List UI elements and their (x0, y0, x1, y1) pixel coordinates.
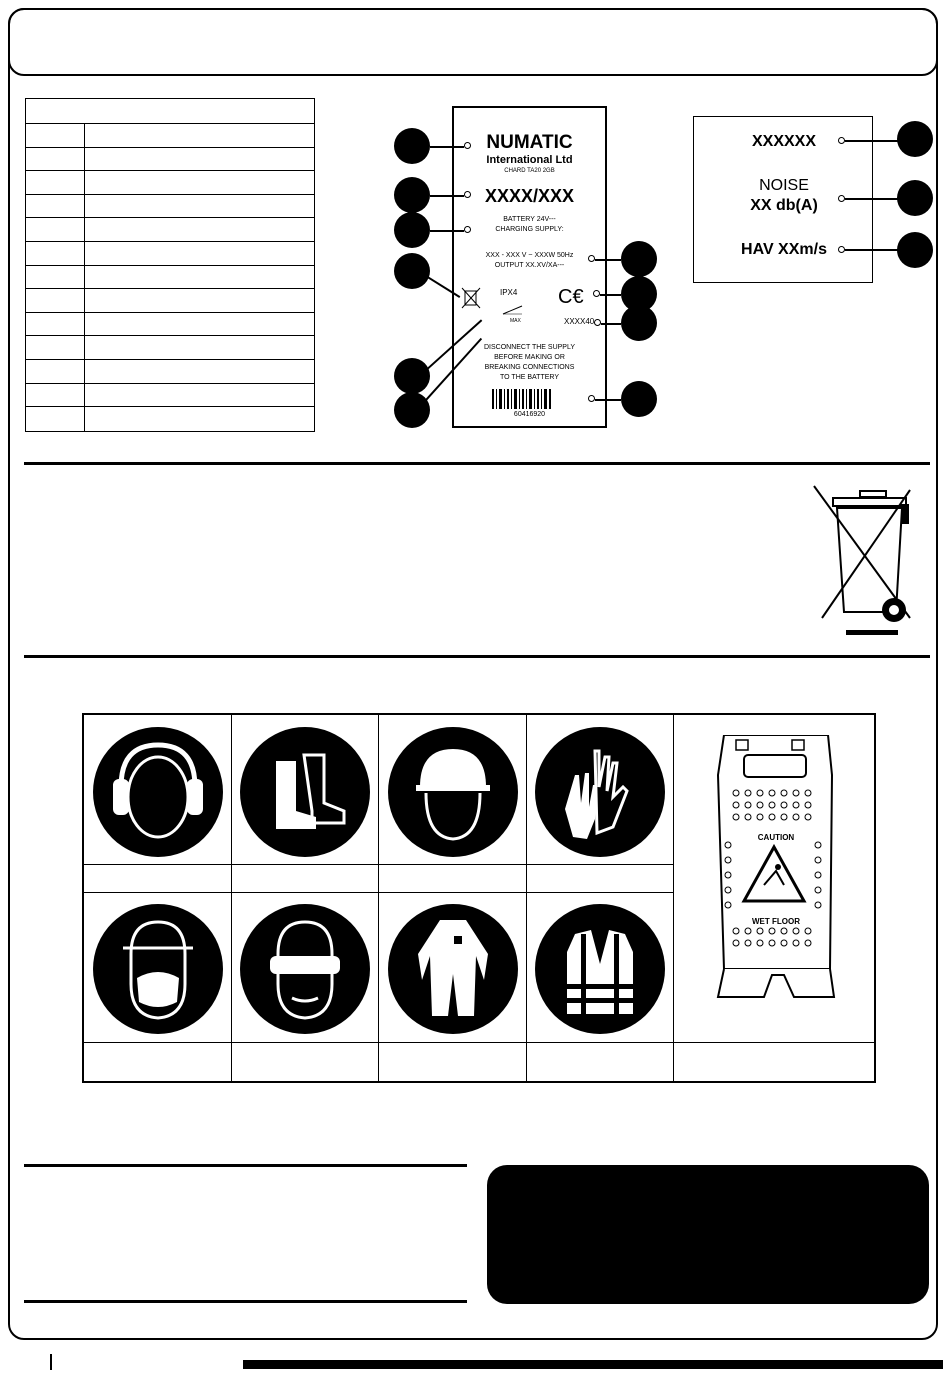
callout-marker (897, 232, 933, 268)
plate-barcode-number: 60416920 (513, 411, 546, 418)
crossed-wheelie-bin-icon (808, 484, 918, 640)
plate-warning-2: BEFORE MAKING OR (494, 354, 565, 361)
callout-marker (394, 253, 430, 289)
table-row (26, 195, 314, 219)
callout-marker (621, 241, 657, 277)
plate-company: International Ltd (486, 154, 573, 166)
hard-hat-icon (388, 727, 518, 857)
callout-marker (621, 381, 657, 417)
section-divider (24, 462, 930, 465)
callout-line (845, 249, 898, 251)
ppe-label-cell (232, 1043, 379, 1081)
plate-model: XXXX/XXX (484, 186, 575, 206)
plate-warning-3: BREAKING CONNECTIONS (484, 364, 575, 371)
page-header (8, 8, 938, 76)
callout-marker (394, 212, 430, 248)
sign-wet-floor-text: WET FLOOR (752, 917, 800, 926)
callout-point (464, 142, 471, 149)
ppe-label-cell (84, 1043, 232, 1081)
table-row (26, 384, 314, 408)
callout-marker (394, 358, 430, 394)
ppe-label-cell (674, 1043, 874, 1081)
callout-line (430, 146, 464, 148)
spec-noise-label: NOISE (759, 177, 809, 194)
hi-vis-vest-icon (535, 904, 665, 1034)
table-row (26, 336, 314, 360)
callout-point (838, 137, 845, 144)
rating-plate (452, 106, 607, 428)
callout-marker (394, 128, 430, 164)
plate-postcode: CHARD TA20 2GB (504, 168, 555, 174)
plate-ip-rating: IPX4 (500, 288, 518, 297)
section-divider (24, 1300, 467, 1303)
warning-panel (487, 1165, 929, 1304)
gloves-icon (535, 727, 665, 857)
table-row (26, 289, 314, 313)
ppe-label-cell (527, 865, 674, 893)
slope-icon (502, 304, 524, 316)
callout-marker (394, 392, 430, 428)
plate-warning-1: DISCONNECT THE SUPPLY (483, 344, 576, 351)
callout-point (588, 255, 595, 262)
table-header (26, 99, 314, 124)
plate-input: XXX - XXX V ~ XXXW 50Hz (485, 252, 574, 259)
spec-code: XXXXXX (751, 133, 817, 150)
footer-tick (50, 1354, 52, 1370)
safety-boots-icon (240, 727, 370, 857)
callout-point (838, 195, 845, 202)
callout-point (588, 395, 595, 402)
table-row (26, 171, 314, 195)
callout-marker (394, 177, 430, 213)
safety-glasses-icon (240, 904, 370, 1034)
table-row (26, 313, 314, 337)
ppe-label-cell (527, 1043, 674, 1081)
table-row (26, 124, 314, 148)
ce-mark-icon: C€ (558, 286, 584, 308)
callout-point (594, 319, 601, 326)
table-row (26, 242, 314, 266)
spec-hav: HAV XXm/s (741, 241, 827, 258)
callout-point (464, 226, 471, 233)
table-row (26, 266, 314, 290)
plate-warning-4: TO THE BATTERY (500, 374, 559, 381)
section-divider (24, 655, 930, 658)
plate-brand: NUMATIC (486, 132, 573, 153)
ppe-label-cell (84, 865, 232, 893)
callout-line (601, 323, 621, 325)
callout-line (595, 259, 621, 261)
callout-line (430, 230, 464, 232)
callout-marker (621, 305, 657, 341)
table-row (26, 360, 314, 384)
callout-line (600, 294, 621, 296)
ppe-requirements-grid (82, 713, 876, 1083)
plate-battery: BATTERY 24V--- (503, 216, 556, 223)
dust-mask-icon (93, 904, 223, 1034)
callout-point (593, 290, 600, 297)
callout-point (838, 246, 845, 253)
callout-line (845, 198, 898, 200)
barcode-icon (492, 389, 552, 409)
spec-noise-value: XX db(A) (750, 197, 818, 214)
callout-line (430, 195, 464, 197)
ppe-label-cell (232, 865, 379, 893)
callout-line (595, 399, 621, 401)
ppe-label-cell (379, 865, 527, 893)
callout-line (845, 140, 898, 142)
callout-marker (897, 121, 933, 157)
callout-point (464, 191, 471, 198)
footer-bar (243, 1360, 943, 1369)
table-row (26, 407, 314, 431)
small-weee-bin-icon (460, 286, 482, 310)
sign-caution-text: CAUTION (757, 833, 795, 842)
wet-floor-sign-icon (714, 735, 838, 1015)
ppe-label-cell (379, 1043, 527, 1081)
plate-charging: CHARGING SUPPLY: (495, 226, 564, 233)
component-legend-table (25, 98, 315, 432)
plate-max-slope: MAX (510, 318, 521, 324)
callout-marker (897, 180, 933, 216)
plate-serial: XXXX40 (564, 317, 595, 326)
table-row (26, 218, 314, 242)
overalls-icon (388, 904, 518, 1034)
ear-protection-icon (93, 727, 223, 857)
table-row (26, 148, 314, 172)
section-divider (24, 1164, 467, 1167)
plate-output: OUTPUT XX.XV/XA--- (494, 262, 565, 269)
